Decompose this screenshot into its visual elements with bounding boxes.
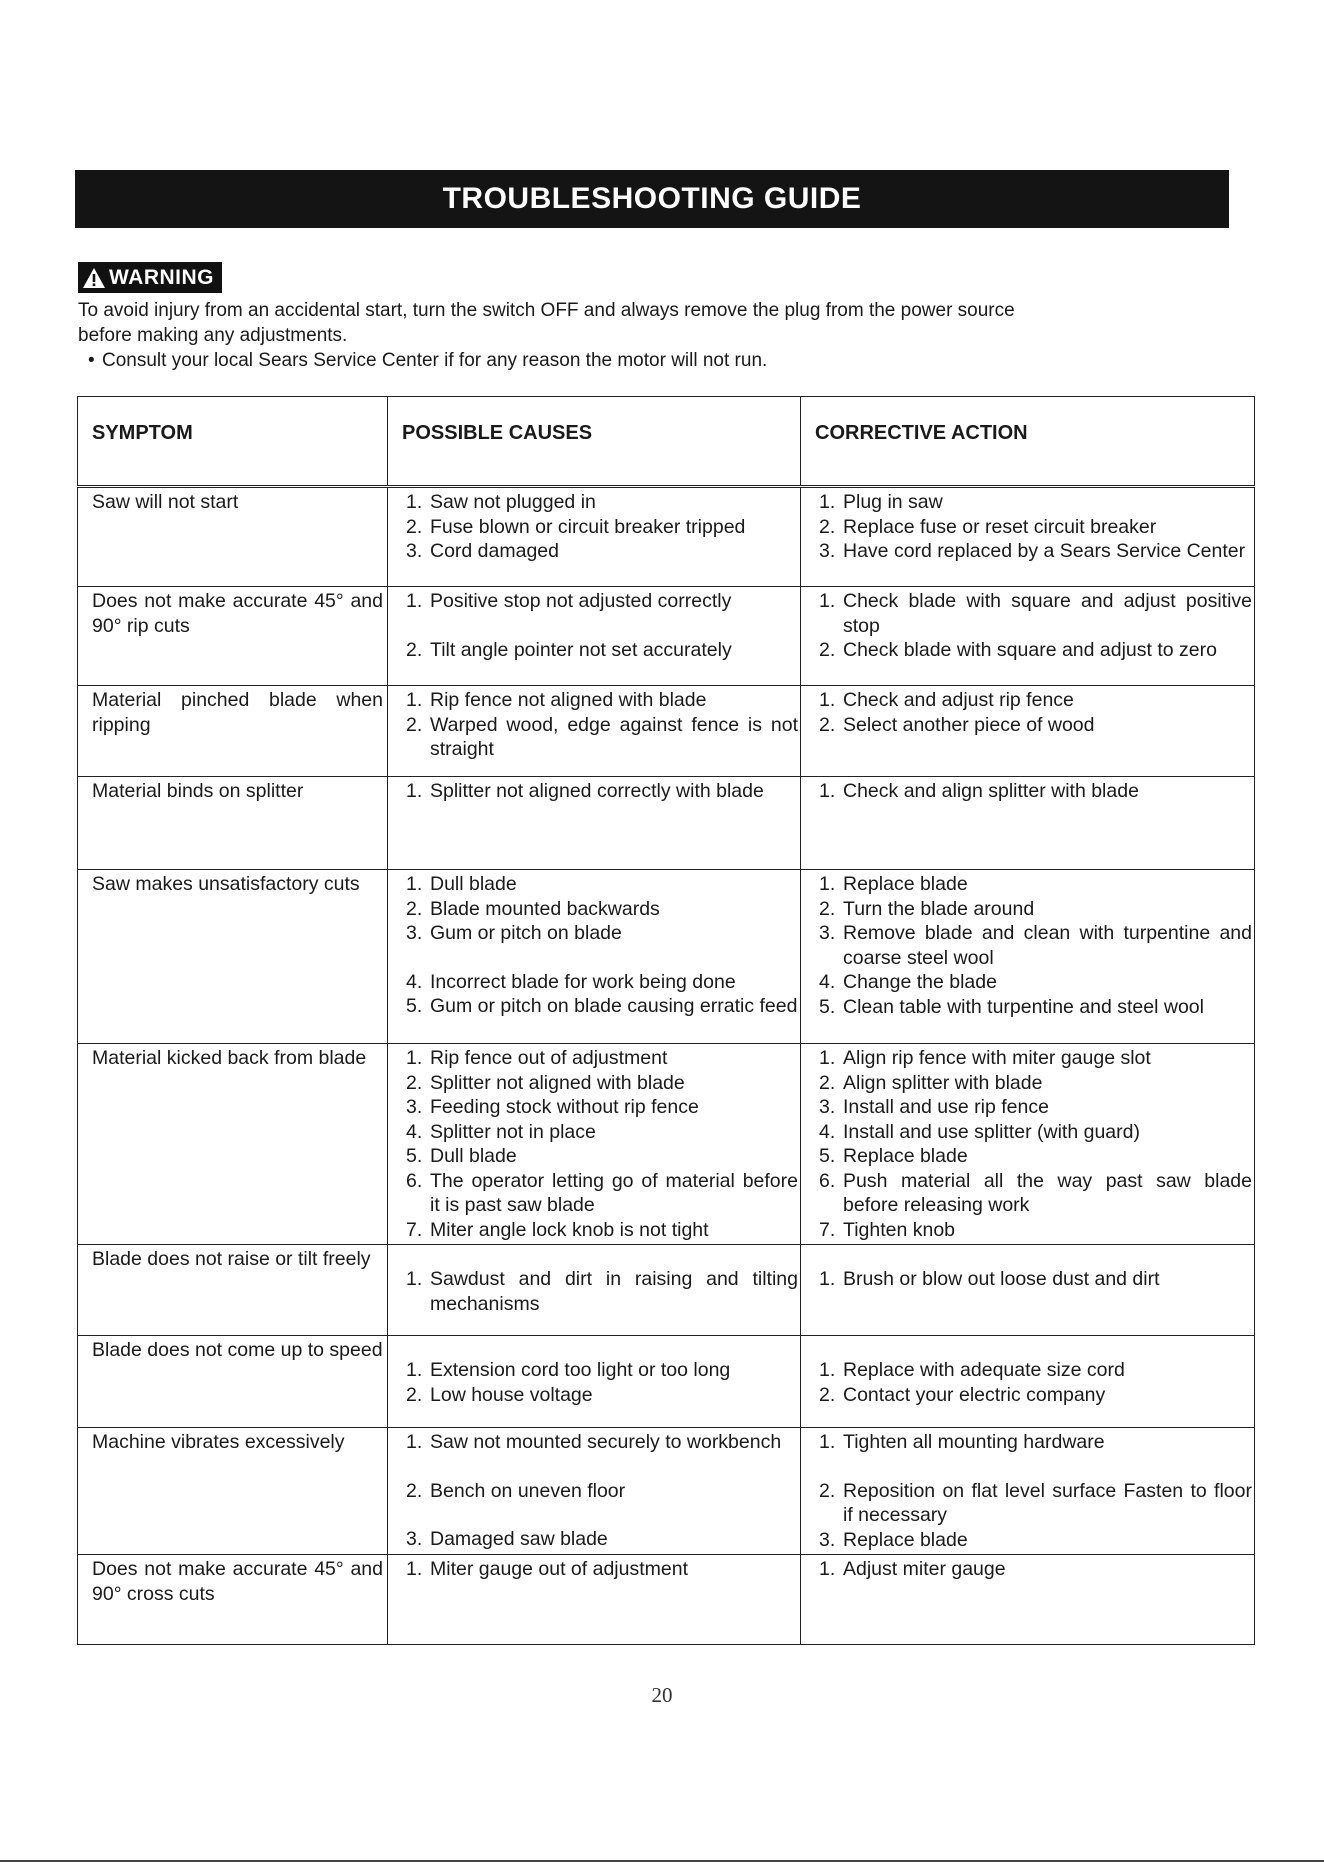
causes-item-number: 2. — [406, 897, 423, 920]
causes-cell — [388, 777, 801, 870]
causes-item-number: 2. — [406, 1479, 423, 1502]
causes-item-text: Bench on uneven floor — [430, 1479, 626, 1502]
causes-item-number: 5. — [406, 995, 423, 1017]
symptom-cell: Material pinched blade when ripping — [78, 686, 388, 777]
table-body — [78, 487, 1255, 1645]
causes-item-number: 2. — [406, 1383, 423, 1406]
actions-item-text: Install and use splitter (with guard) — [843, 1120, 1140, 1143]
actions-list — [819, 1430, 1252, 1552]
actions-item — [819, 1358, 1252, 1383]
table-row — [78, 1555, 1255, 1645]
causes-list — [406, 872, 798, 1019]
actions-item-number: 3. — [819, 540, 836, 562]
symptom-cell: Blade does not come up to speed — [78, 1336, 388, 1428]
actions-list — [819, 688, 1252, 737]
warning-label: WARNING — [109, 265, 214, 289]
causes-item-text: Blade mounted backwards — [430, 897, 660, 920]
actions-item-number: 2. — [819, 897, 836, 920]
table-row — [78, 1428, 1255, 1555]
actions-cell — [801, 1044, 1255, 1245]
causes-item — [406, 539, 798, 564]
causes-item — [406, 713, 798, 762]
causes-item-text: Fuse blown or circuit breaker tripped — [430, 515, 746, 538]
actions-cell — [801, 1428, 1255, 1555]
actions-cell — [801, 777, 1255, 870]
actions-list — [819, 1267, 1252, 1292]
actions-item — [819, 1144, 1252, 1169]
warning-badge — [78, 262, 222, 293]
actions-item — [819, 1120, 1252, 1145]
causes-list — [406, 779, 798, 804]
actions-item-text: Push material all the way past saw blade before releasing work — [843, 1169, 1252, 1216]
actions-item-text: Clean table with turpentine and steel wool — [843, 995, 1204, 1018]
causes-item-number: 4. — [406, 1120, 423, 1143]
actions-item-number: 4. — [819, 971, 836, 993]
causes-item — [406, 1071, 798, 1096]
actions-item — [819, 688, 1252, 713]
actions-item-number: 2. — [819, 639, 836, 661]
actions-item-number: 3. — [819, 1528, 836, 1551]
causes-item-number: 3. — [406, 1528, 423, 1550]
causes-item — [406, 1169, 798, 1218]
causes-item-text: Saw not plugged in — [430, 491, 596, 513]
actions-item — [819, 713, 1252, 738]
symptom-cell: Does not make accurate 45° and 90° cross cuts — [78, 1555, 388, 1645]
actions-list — [819, 1557, 1252, 1582]
causes-item-text: Miter angle lock knob is not tight — [430, 1218, 709, 1241]
actions-item-text: Check blade with square and adjust positive stop — [843, 590, 1252, 637]
causes-list — [406, 589, 798, 662]
actions-list — [819, 872, 1252, 1019]
actions-cell — [801, 1245, 1255, 1336]
actions-item — [819, 897, 1252, 922]
actions-item — [819, 1095, 1252, 1120]
causes-item — [406, 515, 798, 540]
causes-cell — [388, 1555, 801, 1645]
causes-item-number: 1. — [406, 1359, 423, 1381]
actions-item-number: 1. — [819, 689, 836, 711]
causes-item-number: 2. — [406, 638, 423, 661]
causes-item — [406, 589, 798, 614]
causes-cell — [388, 870, 801, 1044]
causes-list — [406, 688, 798, 762]
actions-item-number: 1. — [819, 780, 836, 802]
actions-item-text: Tighten knob — [843, 1218, 956, 1241]
causes-item — [406, 897, 798, 922]
causes-item — [406, 490, 798, 515]
causes-item-text: Feeding stock without rip fence — [430, 1096, 699, 1118]
causes-item-number: 1. — [406, 689, 423, 711]
actions-item-text: Check and adjust rip fence — [843, 689, 1074, 711]
causes-item — [406, 1218, 798, 1243]
causes-item-text: Gum or pitch on blade causing erratic feed — [430, 995, 798, 1017]
actions-item-text: Replace fuse or reset circuit breaker — [843, 515, 1157, 538]
causes-item-number: 1. — [406, 590, 423, 612]
actions-item-text: Reposition on flat level surface Fasten to floor if necessary — [843, 1479, 1252, 1526]
actions-item — [819, 970, 1252, 995]
actions-item-text: Align splitter with blade — [843, 1071, 1043, 1094]
warning-bullet — [78, 348, 1238, 373]
actions-item-text: Replace blade — [843, 1145, 968, 1167]
actions-item-number: 2. — [819, 713, 836, 736]
table-row — [78, 1245, 1255, 1336]
table-row — [78, 777, 1255, 870]
table-row — [78, 686, 1255, 777]
causes-item-text: Tilt angle pointer not set accurately — [430, 638, 732, 661]
actions-item-text: Plug in saw — [843, 491, 943, 513]
actions-item — [819, 1383, 1252, 1408]
causes-item — [406, 1144, 798, 1169]
causes-item-text: Dull blade — [430, 873, 517, 895]
causes-item-text: Splitter not aligned correctly with blade — [430, 780, 764, 802]
actions-item-number: 2. — [819, 515, 836, 538]
actions-item — [819, 1169, 1252, 1218]
actions-item-number: 7. — [819, 1218, 836, 1241]
actions-item — [819, 539, 1252, 564]
causes-item-number: 1. — [406, 1047, 423, 1069]
causes-cell — [388, 686, 801, 777]
causes-item — [406, 638, 798, 663]
actions-item-text: Remove blade and clean with turpentine and coarse steel wool — [843, 922, 1252, 969]
actions-list — [819, 779, 1252, 804]
actions-item-number: 1. — [819, 491, 836, 513]
causes-cell — [388, 487, 801, 587]
actions-item — [819, 872, 1252, 897]
actions-item-number: 4. — [819, 1120, 836, 1143]
causes-item-text: Warped wood, edge against fence is not straight — [430, 713, 798, 760]
causes-item — [406, 1046, 798, 1071]
actions-item — [819, 1430, 1252, 1455]
warning-message — [78, 298, 1238, 373]
causes-item-number: 6. — [406, 1169, 423, 1192]
actions-list — [819, 490, 1252, 564]
actions-cell — [801, 1336, 1255, 1428]
actions-item-text: Brush or blow out loose dust and dirt — [843, 1268, 1160, 1290]
causes-item-text: The operator letting go of material before it is past saw blade — [430, 1169, 798, 1216]
actions-item-number: 1. — [819, 1558, 836, 1580]
actions-item-number: 3. — [819, 1096, 836, 1118]
page-number: 20 — [651, 1683, 673, 1707]
causes-item-number: 1. — [406, 780, 423, 802]
causes-item-number: 1. — [406, 1558, 423, 1580]
causes-list — [406, 1358, 798, 1407]
symptom-cell: Blade does not raise or tilt freely — [78, 1245, 388, 1336]
actions-item-number: 1. — [819, 1431, 836, 1453]
actions-item — [819, 779, 1252, 804]
causes-item-text: Rip fence not aligned with blade — [430, 689, 707, 711]
actions-item-number: 2. — [819, 1383, 836, 1406]
table-row — [78, 1336, 1255, 1428]
actions-item-text: Check blade with square and adjust to zero — [843, 639, 1217, 661]
causes-item-text: Sawdust and dirt in raising and tilting mechanisms — [430, 1268, 798, 1315]
table-row — [78, 870, 1255, 1044]
bottom-rule — [0, 1860, 1324, 1862]
table-row — [78, 1044, 1255, 1245]
causes-item — [406, 1557, 798, 1582]
actions-item-text: Contact your electric company — [843, 1383, 1106, 1406]
causes-item — [406, 872, 798, 897]
causes-item — [406, 1430, 798, 1455]
causes-item-text: Extension cord too light or too long — [430, 1359, 731, 1381]
causes-item-text: Gum or pitch on blade — [430, 922, 622, 944]
actions-item-text: Replace blade — [843, 873, 968, 895]
causes-list — [406, 1267, 798, 1316]
symptom-cell: Saw makes unsatisfactory cuts — [78, 870, 388, 1044]
causes-item-text: Rip fence out of adjustment — [430, 1047, 668, 1069]
actions-cell — [801, 487, 1255, 587]
actions-item — [819, 589, 1252, 638]
causes-item — [406, 970, 798, 995]
causes-list — [406, 1046, 798, 1242]
actions-item-text: Tighten all mounting hardware — [843, 1431, 1105, 1453]
actions-list — [819, 589, 1252, 663]
causes-item-text: Positive stop not adjusted correctly — [430, 590, 732, 612]
actions-item — [819, 1528, 1252, 1553]
actions-item — [819, 1267, 1252, 1292]
symptom-cell: Material binds on splitter — [78, 777, 388, 870]
troubleshooting-table — [77, 396, 1254, 1645]
causes-item-number: 2. — [406, 1071, 423, 1094]
actions-item-number: 5. — [819, 995, 836, 1018]
causes-item-text: Incorrect blade for work being done — [430, 970, 736, 993]
actions-item-number: 1. — [819, 590, 836, 612]
actions-item-text: Adjust miter gauge — [843, 1558, 1006, 1580]
actions-item-text: Turn the blade around — [843, 897, 1035, 920]
actions-item-number: 6. — [819, 1169, 836, 1192]
causes-item-number: 3. — [406, 1096, 423, 1118]
causes-item — [406, 921, 798, 946]
causes-item — [406, 1383, 798, 1408]
actions-item — [819, 995, 1252, 1020]
actions-item-number: 1. — [819, 873, 836, 895]
causes-cell — [388, 587, 801, 686]
table-row — [78, 587, 1255, 686]
actions-item — [819, 490, 1252, 515]
actions-item-text: Select another piece of wood — [843, 713, 1095, 736]
actions-item-number: 2. — [819, 1479, 836, 1502]
actions-item-text: Replace blade — [843, 1528, 968, 1551]
actions-item-text: Install and use rip fence — [843, 1096, 1049, 1118]
warning-text-line-2: before making any adjustments. — [78, 325, 348, 346]
actions-item-text: Replace with adequate size cord — [843, 1359, 1125, 1381]
causes-item-number: 5. — [406, 1145, 423, 1167]
bullet-dot-icon: • — [88, 350, 95, 371]
causes-item-text: Splitter not aligned with blade — [430, 1071, 685, 1094]
warning-triangle-icon — [82, 267, 106, 289]
actions-item-number: 3. — [819, 922, 836, 944]
causes-list — [406, 1557, 798, 1582]
causes-cell — [388, 1336, 801, 1428]
symptom-cell: Saw will not start — [78, 487, 388, 587]
warning-text-line-1: To avoid injury from an accidental start, turn the switch OFF and always remove the plug from the power source — [78, 300, 1015, 321]
causes-item — [406, 1095, 798, 1120]
causes-item-text: Saw not mounted securely to workbench — [430, 1431, 782, 1453]
causes-item-number: 2. — [406, 713, 423, 736]
causes-item — [406, 1120, 798, 1145]
actions-item — [819, 921, 1252, 970]
page-title: TROUBLESHOOTING GUIDE — [75, 170, 1229, 228]
actions-item-number: 1. — [819, 1268, 836, 1290]
causes-item-number: 2. — [406, 515, 423, 538]
causes-cell — [388, 1428, 801, 1555]
actions-item — [819, 515, 1252, 540]
causes-item-text: Splitter not in place — [430, 1120, 596, 1143]
causes-item — [406, 1479, 798, 1504]
causes-item-text: Cord damaged — [430, 540, 559, 562]
causes-item — [406, 1358, 798, 1383]
actions-cell — [801, 870, 1255, 1044]
actions-item — [819, 1218, 1252, 1243]
actions-cell — [801, 587, 1255, 686]
actions-list — [819, 1046, 1252, 1242]
actions-item — [819, 1479, 1252, 1528]
actions-item — [819, 1557, 1252, 1582]
symptom-cell: Material kicked back from blade — [78, 1044, 388, 1245]
header-possible-causes: POSSIBLE CAUSES — [388, 397, 801, 487]
symptom-cell: Machine vibrates excessively — [78, 1428, 388, 1555]
header-corrective-action: CORRECTIVE ACTION — [801, 397, 1255, 487]
causes-item-number: 1. — [406, 873, 423, 895]
header-symptom: SYMPTOM — [78, 397, 388, 487]
causes-cell — [388, 1044, 801, 1245]
actions-list — [819, 1358, 1252, 1407]
actions-item-text: Check and align splitter with blade — [843, 780, 1139, 802]
causes-item-number: 1. — [406, 491, 423, 513]
causes-list — [406, 490, 798, 564]
causes-item-text: Miter gauge out of adjustment — [430, 1558, 688, 1580]
actions-item — [819, 638, 1252, 663]
warning-bullet-text: Consult your local Sears Service Center if for any reason the motor will not run. — [102, 350, 768, 371]
table-header-row — [78, 397, 1255, 487]
actions-item-text: Change the blade — [843, 971, 997, 993]
actions-item-text: Have cord replaced by a Sears Service Center — [843, 540, 1246, 562]
causes-item-text: Low house voltage — [430, 1383, 593, 1406]
causes-cell — [388, 1245, 801, 1336]
causes-item — [406, 688, 798, 713]
causes-item — [406, 1527, 798, 1552]
actions-item-text: Align rip fence with miter gauge slot — [843, 1047, 1151, 1069]
causes-list — [406, 1430, 798, 1552]
causes-item-number: 4. — [406, 970, 423, 993]
causes-item — [406, 994, 798, 1019]
causes-item-number: 1. — [406, 1268, 423, 1290]
actions-item — [819, 1071, 1252, 1096]
actions-item-number: 1. — [819, 1359, 836, 1381]
causes-item — [406, 1267, 798, 1316]
causes-item-text: Damaged saw blade — [430, 1528, 608, 1550]
actions-item-number: 1. — [819, 1047, 836, 1069]
table-row — [78, 487, 1255, 587]
actions-item-number: 2. — [819, 1071, 836, 1094]
actions-cell — [801, 1555, 1255, 1645]
symptom-cell: Does not make accurate 45° and 90° rip cuts — [78, 587, 388, 686]
actions-item — [819, 1046, 1252, 1071]
causes-item-number: 7. — [406, 1218, 423, 1241]
causes-item-text: Dull blade — [430, 1145, 517, 1167]
actions-item-number: 5. — [819, 1145, 836, 1167]
causes-item — [406, 779, 798, 804]
causes-item-number: 3. — [406, 540, 423, 562]
causes-item-number: 1. — [406, 1431, 423, 1453]
causes-item-number: 3. — [406, 922, 423, 944]
actions-cell — [801, 686, 1255, 777]
